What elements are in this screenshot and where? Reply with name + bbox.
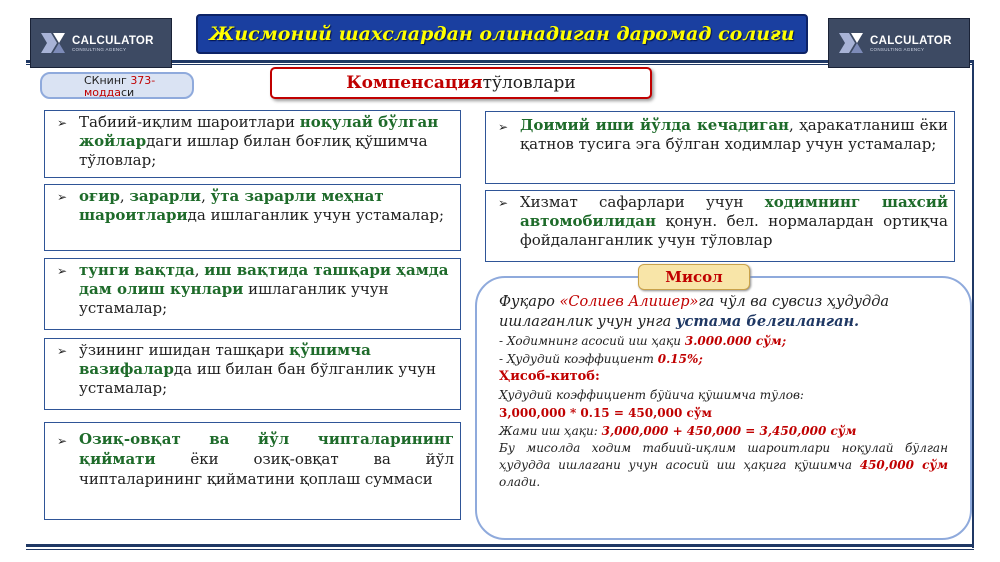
item-highlight: тунги вақтда <box>79 261 195 279</box>
item-text: , <box>119 187 130 205</box>
example-intro <box>499 292 948 332</box>
list-item-natural-climate <box>44 110 461 178</box>
example-tab-label: Мисол <box>638 264 750 290</box>
salary-label: - Ходимнинг асосий иш ҳақи <box>499 334 685 348</box>
arrow-bullet-icon: ➢ <box>57 116 68 130</box>
item-text: да ишлаганлик учун устамалар; <box>187 206 445 224</box>
item-highlight: иш вақтида ташқари ҳамда дам олиш кунлари <box>79 261 449 298</box>
item-highlight: Озиқ-овқат ва йўл чипталарининг қиймати <box>79 430 454 468</box>
logo-name: CALCULATOR <box>72 34 154 47</box>
arrow-bullet-icon: ➢ <box>498 196 509 210</box>
item-text: , <box>194 261 205 279</box>
total-formula: 3,000,000 + 450,000 = 3,450,000 сўм <box>601 424 857 438</box>
item-highlight: ноқулай бўлган жойлар <box>79 113 439 150</box>
example-citizen-name: «Солиев Алишер» <box>559 294 699 310</box>
reference-prefix: СКнинг <box>84 74 131 87</box>
item-text: ишлаганлик учун устамалар; <box>79 280 389 317</box>
compensation-heading-rest: тўловлари <box>482 73 576 93</box>
total-salary-line <box>499 422 948 440</box>
list-item-additional-duties <box>44 338 461 410</box>
example-text: га чўл ва сувсиз ҳудудда ишлаганлик учун унга <box>499 294 890 330</box>
item-text: даги ишлар билан боғлиқ қўшимча тўловлар; <box>79 132 428 169</box>
calculation-description: Ҳудудий коэффициент бўйича қўшимча тўлов: <box>499 388 804 402</box>
list-item-night-overtime <box>44 258 461 330</box>
title-banner <box>196 14 808 54</box>
calculator-logo-icon <box>837 31 865 55</box>
list-item-food-tickets <box>44 422 461 520</box>
logo-subtitle: CONSULTING AGENCY <box>72 46 127 52</box>
list-item-travel-work <box>485 111 955 184</box>
calculation-heading: Ҳисоб-китоб: <box>499 369 600 384</box>
arrow-bullet-icon: ➢ <box>57 190 68 204</box>
compensation-heading <box>270 67 652 99</box>
logo-name: CALCULATOR <box>870 34 952 47</box>
right-border-line <box>972 60 974 548</box>
item-text: қонун. бел. нормалардан ортиқча фойдаланганлик учун тўловлар <box>520 212 948 249</box>
calculation-formula: 3,000,000 * 0.15 = 450,000 сўм <box>499 406 712 420</box>
item-text: , ҳаракатланиш ёки қатнов тусига эга бўлган ходимлар учун устамалар; <box>520 116 949 153</box>
coefficient-label: - Ҳудудий коэффициент <box>499 352 658 366</box>
example-conclusion <box>499 440 948 491</box>
total-label: Жами иш ҳақи: <box>499 424 602 438</box>
bottom-border-line-thin <box>26 549 974 550</box>
compensation-heading-bold: Компенсация <box>346 73 483 93</box>
calculator-logo-icon <box>39 31 67 55</box>
reference-article-word: модда <box>84 86 121 99</box>
example-text: Фуқаро <box>499 294 560 310</box>
logo-subtitle: CONSULTING AGENCY <box>870 46 925 52</box>
reference-article-number: 373- <box>130 74 156 87</box>
example-salary-line <box>499 332 948 350</box>
item-highlight: ходимнинг шахсий автомобилидан <box>520 193 949 230</box>
arrow-bullet-icon: ➢ <box>57 344 68 358</box>
arrow-bullet-icon: ➢ <box>57 434 68 448</box>
reference-suffix: си <box>120 86 135 99</box>
item-text: ёки озиқ-овқат ва йўл чипталарининг қийматини қоплаш суммаси <box>79 450 454 488</box>
calculator-logo-right <box>828 18 970 68</box>
tax-code-reference-badge <box>40 72 194 99</box>
item-highlight: қўшимча вазифалар <box>79 341 371 378</box>
arrow-bullet-icon: ➢ <box>57 264 68 278</box>
conclusion-text: олади. <box>499 475 541 489</box>
item-text: да иш билан бан бўлганлик учун устамалар; <box>79 360 436 397</box>
list-item-personal-vehicle <box>485 190 955 262</box>
conclusion-text: Бу мисолда ходим табиий-иқлим шароитлари ноқулай бўлган ҳудудда ишлагани учун асосий иш ҳақига қўшимча <box>499 441 948 472</box>
page-title: Жисмоний шахслардан олинадиган даромад солиғи <box>209 23 795 45</box>
salary-value: 3.000.000 сўм; <box>684 334 787 348</box>
calculator-logo-left <box>30 18 172 68</box>
bottom-border-line <box>26 544 974 547</box>
item-highlight: зарарли <box>129 187 202 205</box>
example-highlight: устама белгиланган. <box>675 313 860 330</box>
example-panel <box>475 276 972 540</box>
item-highlight: ўта зарарли меҳнат шароитлари <box>79 187 384 224</box>
item-highlight: Доимий иши йўлда кечадиган <box>520 116 790 134</box>
example-coefficient-line <box>499 350 948 368</box>
coefficient-value: 0.15%; <box>657 352 703 366</box>
item-text: , <box>201 187 211 205</box>
item-text: Табиий-иқлим шароитлари <box>79 113 300 131</box>
conclusion-amount: 450,000 сўм <box>859 458 948 472</box>
item-text: Хизмат сафарлари учун <box>520 193 765 211</box>
item-text: ўзининг ишидан ташқари <box>79 341 290 359</box>
arrow-bullet-icon: ➢ <box>498 120 509 134</box>
item-highlight: оғир <box>79 187 120 205</box>
list-item-harsh-conditions <box>44 184 461 251</box>
